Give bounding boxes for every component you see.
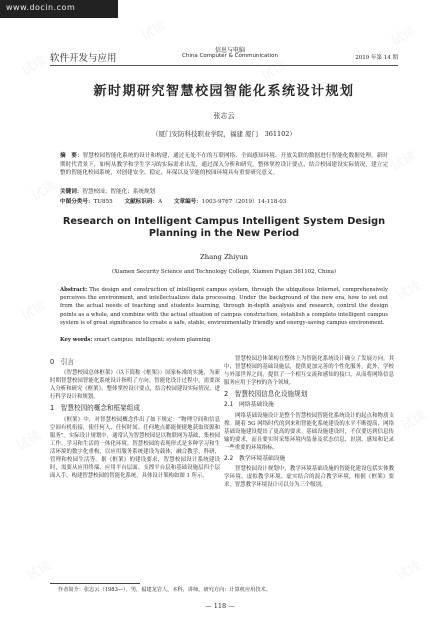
abstract-cn <box>60 152 388 178</box>
body-paragraph: 网络基础设施设计是整个智慧校园智能化系统设计的起点和物质支撑。随着 5G 网络时代的到来和智能化系统建设的水平不断提高，网络基础设施建设提出了更高的要求。基础设施建设时，不仅要达到信息传输的要求，而且要实时采集环境内装备及状态信息，识别、感知和记录一些重要的环境指标。 <box>224 412 394 451</box>
watermark: 试读 <box>18 298 50 325</box>
affiliation-en: (Xiamen Security Science and Technology College, Xiamen Fujian 361102, China) <box>111 269 337 275</box>
watermark: 试读 <box>398 408 430 435</box>
watermark: 试读 <box>23 558 55 585</box>
author-cn: 张志云 <box>213 112 235 120</box>
keywords-cn-label: 关键词： <box>60 189 83 195</box>
paper-title-en: Research on Intelligent Campus Intelligent System Design Planning in the New Period <box>62 216 386 239</box>
body-paragraph: 智慧校园总体架构在整体上为智能化系统设计确立了发展方向。其中，智慧校园的基础设施层，提供更加完善的个性化服务，此外，学校与外部世界之间，提供了一个相互交流和感知的接口，从而将网络信息服务应用于学校的各个领域。 <box>224 356 394 387</box>
author-footnote: 作者简介：张志云（1983—），男，福建龙岩人，本科，讲师。研究方向：计算机应用技术。 <box>58 587 271 593</box>
section-heading-2: 2 智慧校园信息化设施规划 <box>224 390 308 399</box>
keywords-en-label: Key words: <box>60 337 93 343</box>
watermark: 试读 <box>388 23 420 50</box>
watermark: 试读 <box>18 53 50 80</box>
section-heading-1: 1 智慧校园的概念和框架组成 <box>50 404 140 413</box>
keywords-cn <box>60 187 388 195</box>
page-number: — 118 — <box>205 602 235 610</box>
section-label: 软件开发与应用 <box>50 53 117 64</box>
running-header <box>50 44 398 66</box>
keywords-en <box>60 337 388 343</box>
footnote-divider <box>50 583 140 584</box>
clc-label: 中图分类号： <box>60 199 94 205</box>
body-paragraph: 智慧校园设计规划中，教学环境基础设施的智能化建设包括实体教学环境、虚拟教学环境、虚实结合的混合教学环境，根据《框架》要求，智慧教学环境设计可以分为三个级别， <box>224 466 394 489</box>
article-id-label: 文章编号： <box>173 199 202 205</box>
clc-value: TU855 <box>93 199 113 205</box>
journal-name-en: China Computer & Communication <box>182 53 278 59</box>
watermark: 试读 <box>388 148 420 175</box>
abstract-cn-text: 智慧校园智能化系统的设计和构建，通过无处不在的互联网络、全面感知环境、开放关联的数据进行智能化数据处理，新时期时代背景下，如何从教学和学生学习的实际需求出发，通过深入分析和研究，整体掌控设计要点，结合校园建设实际情况，建立完整的智能化校园系统，对创建安全、稳定、环保以及节能的校园环境具有重要研究意义。 <box>60 153 388 177</box>
section-heading-intro: 0 引言 <box>50 358 74 366</box>
subsection-heading-2-2: 2.2 教学环境基础设施 <box>224 456 286 463</box>
abstract-cn-label: 摘 要： <box>60 153 83 159</box>
classification-line <box>60 197 388 205</box>
body-column-right <box>224 355 394 489</box>
keywords-cn-text: 智慧校园；智能化；系统规划 <box>82 189 156 195</box>
watermark: 试读 <box>13 428 45 455</box>
doc-code-label: 文献标识码： <box>124 199 159 205</box>
article-id-value: 1003-9767（2019）14-118-03 <box>201 199 287 205</box>
abstract-en <box>60 286 388 327</box>
watermark: 试读 <box>258 58 290 85</box>
watermark: 试读 <box>393 558 425 585</box>
issue-number: 2019 年第 14 期 <box>355 55 398 61</box>
body-column-left <box>50 355 220 480</box>
doc-code-value: A <box>158 199 163 205</box>
journal-name-cn: 信息与电脑 <box>214 47 245 54</box>
affiliation-cn: （厦门安防科技职业学院，福建 厦门 361102） <box>152 130 296 138</box>
abstract-en-label: Abstract: <box>60 287 88 293</box>
watermark: 试读 <box>138 18 170 45</box>
watermark: 试读 <box>393 278 425 305</box>
watermark: 试读 <box>28 178 60 205</box>
top-banner <box>0 0 440 18</box>
keywords-en-text: smart campus; intelligent; system planning <box>94 337 211 343</box>
site-logo[interactable] <box>0 0 118 18</box>
abstract-en-text: The design and construction of intelligent campus system, through the ubiquitous Internet, comprehensively perceives the environment, and intellectualizes data processing. Under the background of the new era, how to set out from the actual needs of teaching and students learning, through in-depth analysis and research, control the design points as a whole, and combine with the actual situation of campus construction, establish a complete intelligent campus system is of great significance to create a safe, stable, environmentally friendly and energy-saving campus environment. <box>60 287 388 326</box>
subsection-heading-2-1: 2.1 网络基础设施 <box>224 402 274 409</box>
body-paragraph: 《智慧校园总体框架》（以下简称《框架》）国家标准的实施，为新时期智慧校园智能化系统设计指明了方向。智能化设计过程中，需要深入分析和研究《框架》，整体掌控设计要点，结合校园建设实际情况，进行科学设计和规划。 <box>50 370 220 401</box>
paper-title-cn: 新时期研究智慧校园智能化系统设计规划 <box>93 84 355 99</box>
site-logo-text: www.docin.com <box>6 3 76 12</box>
author-en: Zhang Zhiyun <box>200 253 248 261</box>
body-paragraph: 《框架》中，对智慧校园概念作出了如下规定：“物理空间和信息空间有机衔接，使任何人、任何时间、任何地点都能便捷地获取资源和服务”。实际设计规划中，通常认为智慧校园是以物联网为基础，集校园工作、学习和生活的一体化环境。智慧校园的表现形式是多种学习和生活环境的数字化重构，以应用服务系统建设为载体，融合教学、科研、管理和校园生活等。据《框架》的建设要求，智慧校园设计系统建设时，需要从应用终端、应用平台层面、支撑平台层和基础设施层四个层面入手，构建智慧校园的智能化系统，具体设计架构如图 1 所示。 <box>50 416 220 480</box>
